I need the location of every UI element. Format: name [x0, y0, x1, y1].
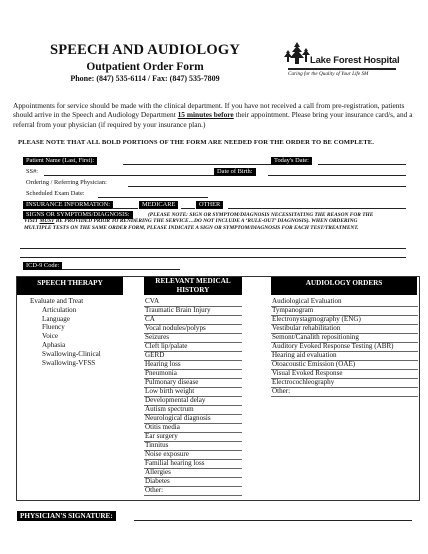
history-item[interactable]: Traumatic Brain Injury: [144, 306, 242, 316]
ss-field[interactable]: [44, 175, 214, 176]
bold-fields-notice: PLEASE NOTE THAT ALL BOLD PORTIONS OF THE FORM ARE NEEDED FOR THE ORDER TO BE COMPLETE.: [18, 139, 374, 146]
history-item[interactable]: Low birth weight: [144, 387, 242, 397]
todays-date-field[interactable]: [318, 164, 406, 165]
ordering-physician-label: Ordering / Referring Physician:: [26, 179, 107, 186]
hospital-name: Lake Forest Hospital: [310, 55, 400, 66]
medicare-label: MEDICARE: [139, 201, 178, 209]
scheduled-exam-field[interactable]: [98, 197, 208, 198]
speech-item-fluency[interactable]: Fluency: [42, 323, 65, 332]
insurance-label: INSURANCE INFORMATION:: [23, 201, 113, 209]
speech-item-swallowing-vfss[interactable]: Swallowing-VFSS: [42, 358, 96, 367]
ordering-physician-field[interactable]: [128, 186, 406, 187]
history-item[interactable]: Seizures: [144, 333, 242, 343]
history-item[interactable]: Familial hearing loss: [144, 459, 242, 469]
history-item[interactable]: Autism spectrum: [144, 405, 242, 415]
history-item[interactable]: Diabetes: [144, 477, 242, 487]
todays-date-label: Today's Date:: [271, 157, 312, 165]
audiology-item[interactable]: Hearing aid evaluation: [271, 351, 418, 361]
logo-divider: [288, 68, 396, 70]
speech-item-aphasia[interactable]: Aphasia: [42, 340, 66, 349]
audiology-orders-header: AUDIOLOGY ORDERS: [271, 277, 417, 295]
history-item[interactable]: CA: [144, 315, 242, 325]
audiology-item[interactable]: Tympanogram: [271, 306, 418, 316]
history-item[interactable]: Allergies: [144, 468, 242, 478]
dob-label: Date of Birth:: [214, 168, 256, 176]
history-item[interactable]: Pulmonary disease: [144, 378, 242, 388]
history-item[interactable]: Other:: [144, 486, 242, 496]
speech-item-language[interactable]: Language: [42, 314, 70, 323]
audiology-item[interactable]: Auditory Evoked Response Testing (ABR): [271, 342, 418, 352]
speech-item-evaluate[interactable]: Evaluate and Treat: [30, 297, 84, 305]
form-title: SPEECH AND AUDIOLOGY: [49, 42, 241, 58]
history-item[interactable]: Pneumonia: [144, 369, 242, 379]
other-insurance-field[interactable]: [228, 208, 406, 209]
history-item[interactable]: Hearing loss: [144, 360, 242, 370]
diagnosis-line-1[interactable]: [20, 248, 406, 249]
physician-signature-label: PHYSICIAN'S SIGNATURE:: [17, 511, 116, 521]
icd9-label: ICD-9 Code:: [23, 262, 62, 270]
other-insurance-label: OTHER: [196, 201, 223, 209]
audiology-item[interactable]: Visual Evoked Response: [271, 369, 418, 379]
insurance-field[interactable]: [112, 208, 138, 209]
patient-name-field[interactable]: [123, 164, 271, 165]
history-item[interactable]: Developmental delay: [144, 396, 242, 406]
speech-item-articulation[interactable]: Articulation: [42, 305, 77, 314]
history-item[interactable]: Vocal nodules/polyps: [144, 324, 242, 334]
history-item[interactable]: Cleft lip/palate: [144, 342, 242, 352]
form-subtitle: Outpatient Order Form: [86, 61, 204, 73]
audiology-item[interactable]: Audiological Evaluation: [271, 297, 418, 307]
arrival-emphasis: 15 minutes before: [177, 110, 234, 120]
history-item[interactable]: GERD: [144, 351, 242, 361]
icd9-field[interactable]: [62, 269, 180, 270]
history-item[interactable]: Ear surgery: [144, 432, 242, 442]
dob-field[interactable]: [268, 175, 406, 176]
tree-logo-icon: [284, 40, 310, 68]
audiology-item[interactable]: Other:: [271, 387, 418, 397]
audiology-item[interactable]: Otoacoustic Emission (OAE): [271, 360, 418, 370]
history-item[interactable]: CVA: [144, 297, 242, 307]
signs-note: (PLEASE NOTE: SIGN OR SYMPTOM/DIAGNOSIS NECESSITATING THE REASON FOR THE: [148, 212, 374, 218]
history-item[interactable]: Neurological diagnosis: [144, 414, 242, 424]
visit-note: VISIT MUST BE PROVIDED PRIOR TO RENDERING THE SERVICE…DO NOT INCLUDE A ‘RULE-OUT’ DIAGNOSIS). WHEN ORDERING MULTIPLE TESTS ON THE SAME ORDER FORM, PLEASE INDICATE A SIGN OR SYMPTOM/DIAGNOSIS FOR EACH TEST/TREATMENT.: [24, 218, 359, 231]
patient-name-label: Patient Name (Last, First):: [23, 157, 97, 165]
physician-signature-field[interactable]: [134, 520, 412, 521]
audiology-item[interactable]: Semont/Canalith repositioning: [271, 333, 418, 343]
ss-label: SS#:: [26, 168, 39, 175]
signs-symptoms-label: SIGNS OR SYMPTOMS/DIAGNOSIS:: [23, 211, 133, 219]
speech-item-swallowing-clinical[interactable]: Swallowing-Clinical: [42, 349, 101, 358]
history-item[interactable]: Otitis media: [144, 423, 242, 433]
hospital-tagline: Caring for the Quality of Your Life SM: [288, 71, 369, 77]
speech-therapy-list: [30, 297, 101, 367]
history-item[interactable]: Tinnitus: [144, 441, 242, 451]
speech-therapy-header: SPEECH THERAPY: [17, 277, 123, 295]
diagnosis-line-2[interactable]: [20, 257, 406, 258]
history-item[interactable]: Noise exposure: [144, 450, 242, 460]
audiology-item[interactable]: Electrocochleography: [271, 378, 418, 388]
phone-fax: Phone: (847) 535-6114 / Fax: (847) 535-7809: [70, 74, 220, 83]
medical-history-header: RELEVANT MEDICAL HISTORY: [144, 277, 242, 295]
scheduled-exam-label: Scheduled Exam Date:: [26, 190, 85, 197]
intro-paragraph: Appointments for service should be made with the clinical department. If you have not received a call from pre-registration, patients should arrive in the Speech and Audiology Department 15 minutes before their appointment. Please bring your insurance card/s, and a referral from your physician (if required by your insurance plan.): [13, 101, 413, 129]
audiology-item[interactable]: Electronystagmography (ENG): [271, 315, 418, 325]
medicare-field[interactable]: [181, 208, 195, 209]
speech-item-voice[interactable]: Voice: [42, 332, 59, 341]
audiology-item[interactable]: Vestibular rehabilitation: [271, 324, 418, 334]
hospital-logo: [284, 40, 400, 84]
